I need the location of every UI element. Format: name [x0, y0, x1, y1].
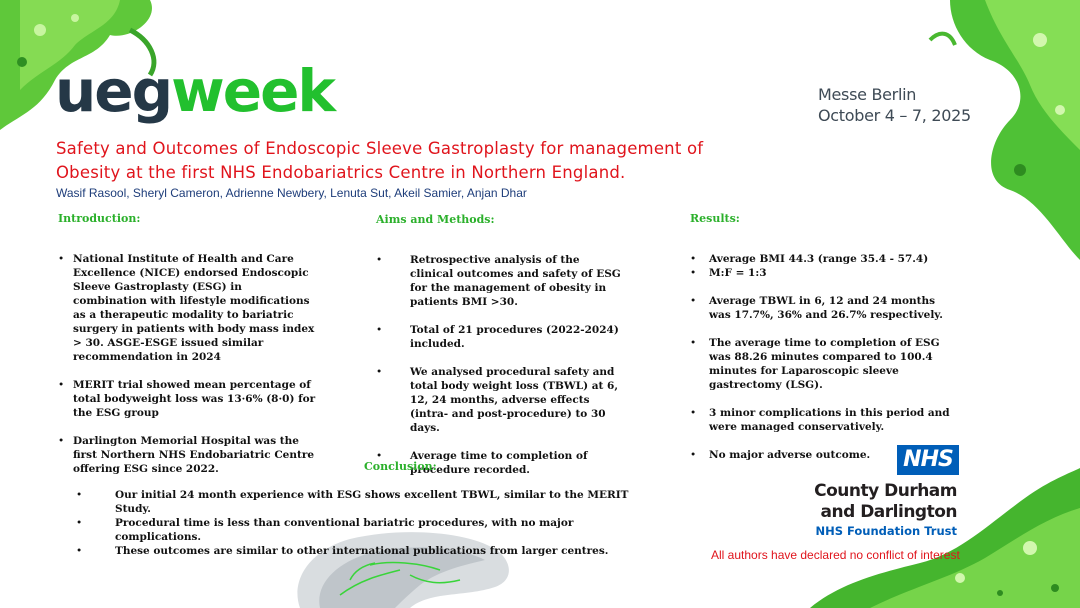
- list-item: • We analysed procedural safety and total body weight loss (TBWL) at 6, 12, 24 months, adverse effects (intra- and post-procedure) to 30 days.: [376, 365, 626, 435]
- trust-name-line-3: NHS Foundation Trust: [815, 524, 957, 538]
- list-item: • No major adverse outcome.: [690, 448, 950, 462]
- list-item: • These outcomes are similar to other international publications from larger centres.: [76, 544, 636, 558]
- results-section: [690, 212, 950, 476]
- list-item: • The average time to completion of ESG was 88.26 minutes compared to 100.4 minutes for Laparoscopic sleeve gastrectomy (LSG).: [690, 336, 950, 392]
- venue-location: Messe Berlin: [818, 85, 917, 104]
- trust-logo: [814, 481, 957, 540]
- nhs-logo-badge: NHS: [897, 445, 959, 475]
- logo-week-text: week: [171, 57, 334, 125]
- results-heading: Results:: [690, 212, 740, 225]
- list-item: • 3 minor complications in this period and were managed conservatively.: [690, 406, 950, 434]
- list-item: • MERIT trial showed mean percentage of total bodyweight loss was 13·6% (8·0) for the ESG group: [58, 378, 318, 420]
- aims-heading: Aims and Methods:: [376, 213, 495, 226]
- list-item: • Average time to completion of procedure recorded.: [376, 449, 626, 477]
- introduction-heading: Introduction:: [58, 212, 141, 225]
- list-item: • Darlington Memorial Hospital was the first Northern NHS Endobariatric Centre offering ESG since 2022.: [58, 434, 318, 476]
- list-item: • Our initial 24 month experience with ESG shows excellent TBWL, similar to the MERIT Study.: [76, 488, 636, 516]
- trust-name-line-2: and Darlington: [820, 502, 957, 522]
- results-list: [690, 252, 950, 462]
- list-item: • M:F = 1:3: [690, 266, 950, 280]
- list-item: • Total of 21 procedures (2022-2024) included.: [376, 323, 626, 351]
- conclusion-section: [76, 488, 636, 558]
- list-item: • Retrospective analysis of the clinical outcomes and safety of ESG for the management of obesity in patients BMI >30.: [376, 253, 626, 309]
- aims-list: [376, 253, 626, 477]
- poster-title: [56, 137, 706, 185]
- list-item: • Procedural time is less than conventional bariatric procedures, with no major complications.: [76, 516, 636, 544]
- list-item: • Average BMI 44.3 (range 35.4 - 57.4): [690, 252, 950, 266]
- list-item: • National Institute of Health and Care Excellence (NICE) endorsed Endoscopic Sleeve Gastroplasty (ESG) in combination with lifestyle modifications as a therapeutic modality to bariatric surgery in patients with body mass index > 30. ASGE-ESGE issued similar recommendation in 2024: [58, 252, 318, 364]
- title-line-1: Safety and Outcomes of Endoscopic Sleeve Gastroplasty for management of: [56, 139, 704, 158]
- introduction-list: [58, 252, 318, 476]
- conflict-of-interest-statement: All authors have declared no conflict of interest: [711, 548, 960, 562]
- list-item: • Average TBWL in 6, 12 and 24 months was 17.7%, 36% and 26.7% respectively.: [690, 294, 950, 322]
- conclusion-heading: Conclusion:: [364, 460, 437, 473]
- introduction-section: [58, 212, 318, 490]
- event-venue: [818, 84, 971, 126]
- logo-ueg-text: ueg: [55, 57, 172, 125]
- venue-dates: October 4 – 7, 2025: [818, 106, 971, 125]
- trust-name-line-1: County Durham: [814, 481, 957, 501]
- aims-methods-section: [376, 213, 626, 491]
- title-line-2: Obesity at the first NHS Endobariatrics Centre in Northern England.: [56, 163, 626, 182]
- conclusion-list: [76, 488, 636, 558]
- ueg-week-logo: [55, 57, 334, 125]
- author-list: Wasif Rasool, Sheryl Cameron, Adrienne Newbery, Lenuta Sut, Akeil Samier, Anjan Dhar: [56, 186, 527, 200]
